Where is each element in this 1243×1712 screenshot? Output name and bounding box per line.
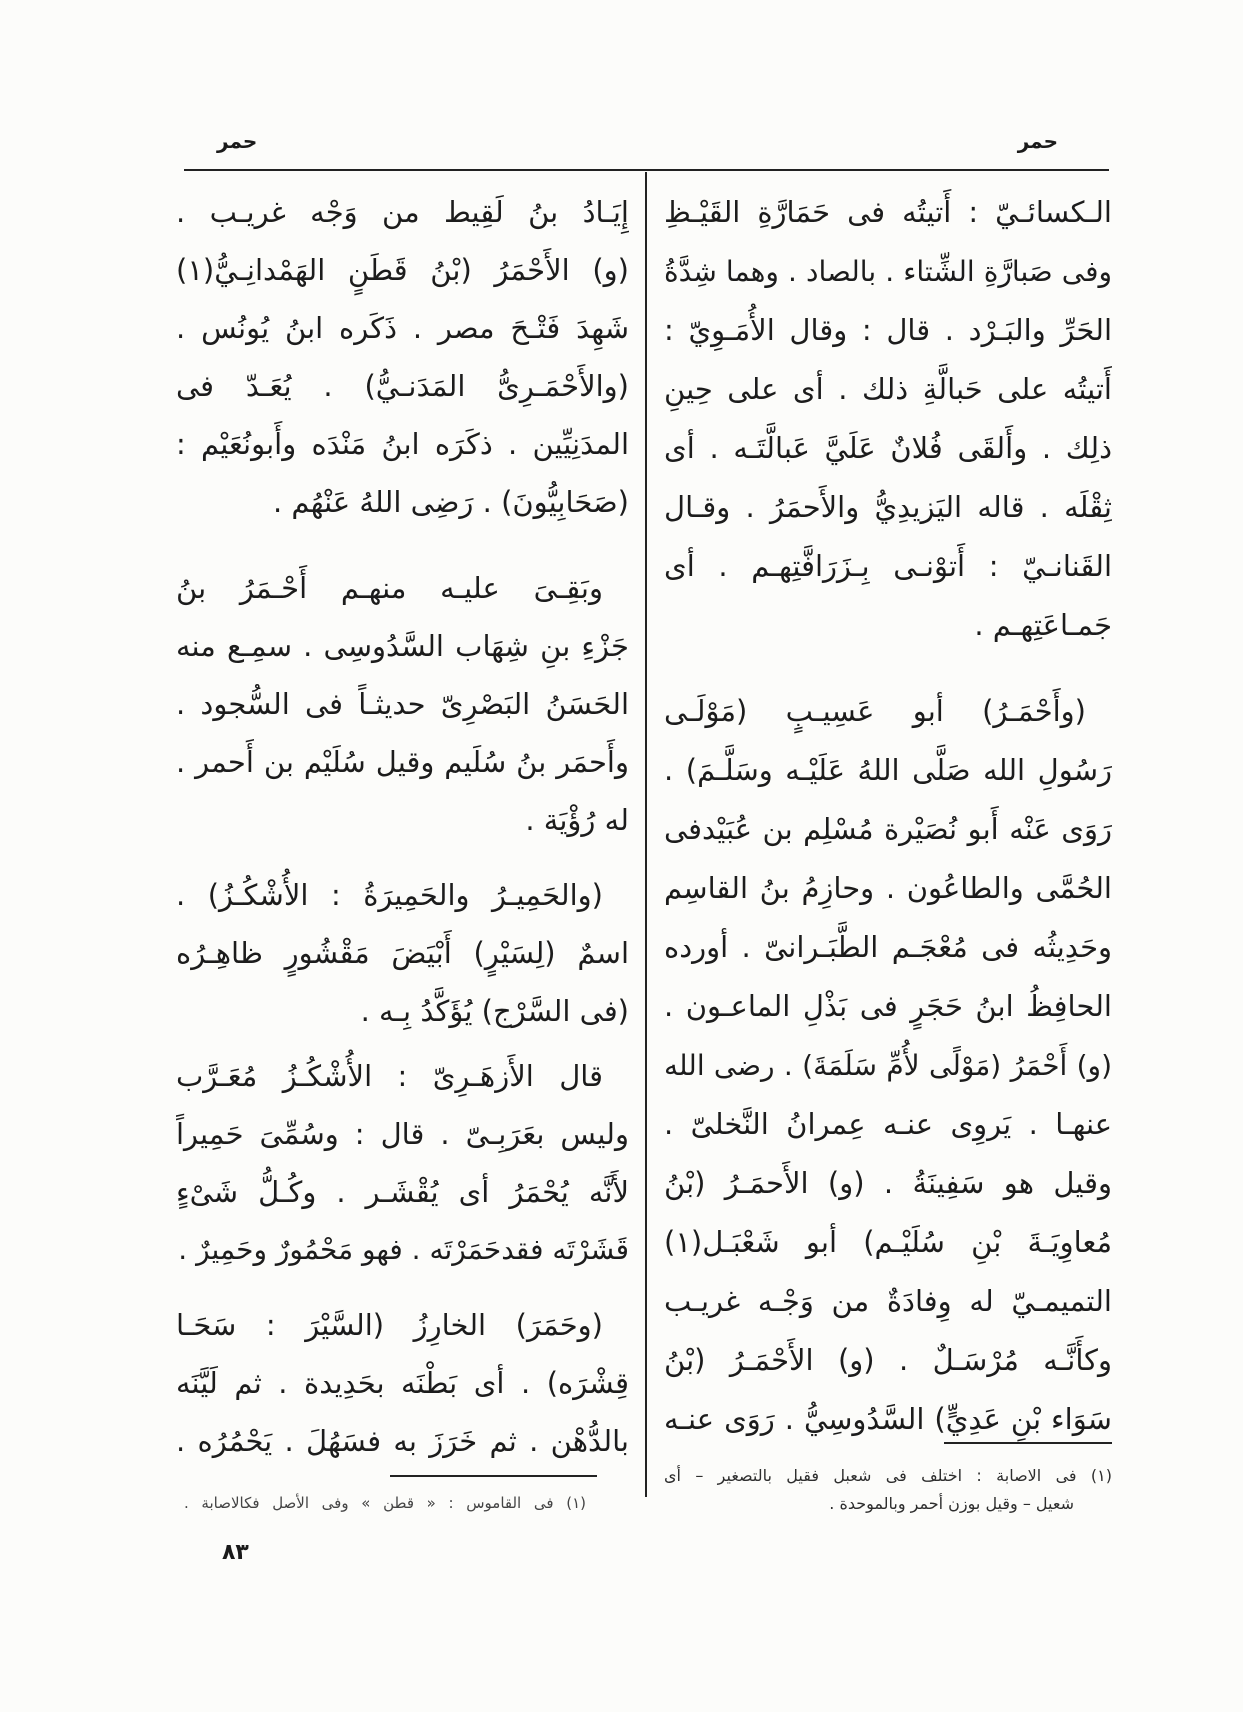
page-number: ٨٣: [222, 1540, 249, 1565]
text-line: القَنانـيّ : أَتوْنـى بِـزَرَافَّتِهـم . أى: [664, 549, 1112, 583]
footnote-left: [184, 1490, 586, 1516]
right-column: [664, 183, 1112, 1449]
text-line: أَتيتُه على حَبالَّةِ ذلك . أى على حِينِ: [664, 372, 1112, 406]
paragraph: [664, 682, 1112, 1449]
footnote-right: [664, 1462, 1112, 1518]
text-line: (و) أَحْمَرُ (مَوْلًى لأُمِّ سَلَمَةَ) . رضى الله: [664, 1049, 1112, 1082]
footnote-rule: [944, 1442, 1112, 1444]
text-line: رَسُولِ الله صَلَّى اللهُ عَلَيْـه وسَلَّـمَ) .: [664, 753, 1112, 787]
text-line: وكأَنَّـه مُرْسَـلٌ . (و) الأَحْمَـرُ (بْنُ: [664, 1343, 1112, 1377]
text-line: وليس بعَرَبِـىّ . قال : وسُمِّىَ حَمِيراً: [176, 1117, 629, 1151]
text-line: الحَسَنُ البَصْرِىّ حديثـاً فى السُّجود .: [176, 687, 629, 721]
text-line: لأَنَّه يُحْمَرُ أى يُقْشَـر . وكُـلُّ شَىْءٍ: [176, 1175, 629, 1209]
text-line: الحافِظُ ابنُ حَجَرٍ فى بَذْلِ الماعـون .: [664, 989, 1112, 1023]
text-line: وبَقِـىَ عليـه منهـم أَحْـمَرُ بنُ: [176, 571, 603, 605]
text-line: وفى صَبارَّةِ الشِّتاء . بالصاد . وهما شِدَّةُ: [664, 255, 1112, 288]
text-line: قَشَرْتَه فقدحَمَرْتَه . فهو مَحْمُورٌ وحَمِيرٌ .: [178, 1233, 629, 1266]
footnote-rule: [390, 1475, 597, 1477]
text-line: له رُؤْيَة .: [525, 803, 629, 837]
text-line: ذلِك . وأَلقَى فُلانٌ عَلَيَّ عَبالَّتَـه . أى: [664, 431, 1112, 465]
text-line: شَهِدَ فَتْـحَ مصر . ذَكَره ابنُ يُونُس .: [176, 311, 629, 345]
text-line: اسمٌ (لِسَيْرٍ) أَبْيَضَ مَقْشُورٍ ظاهِـرُه: [176, 936, 629, 970]
text-line: (و) الأَحْمَرُ (بْنُ قَطَنٍ الهَمْدانِـيُّ(١): [176, 253, 629, 287]
paragraph: [664, 183, 1112, 655]
text-line: بالدُّهْن . ثم خَرَزَ به فسَهُلَ . يَحْمُرُه .: [176, 1424, 629, 1458]
column-divider: [645, 172, 647, 1497]
header-rule: [184, 169, 1109, 171]
text-line: الـكسائـيّ : أَتيتُه فى حَمَارَّةِ القَيْـظِ: [664, 195, 1112, 229]
paragraph: [176, 1047, 629, 1279]
text-line: سَوَاء بْنِ عَدِيٍّ) السَّدُوسِيُّ . رَوَى عنـه: [664, 1402, 1112, 1436]
text-line: وأَحمَر بنُ سُلَيم وقيل سُلَيْم بن أَحمر .: [176, 745, 629, 779]
text-line: قال الأَزهَـرِىّ : الأُشْكُـزُ مُعَـرَّب: [176, 1059, 603, 1093]
paragraph: [176, 559, 629, 849]
text-line: (والأَحْمَـرِىُّ المَدَنـيُّ) . يُعَـدّ فى: [176, 369, 629, 403]
paragraph: [176, 183, 629, 531]
text-line: المدَنِيِّين . ذكَرَه ابنُ مَنْدَه وأَبونُعَيْم :: [176, 427, 629, 461]
text-line: رَوَى عَنْه أَبو نُصَيْرة مُسْلِم بن عُبَيْدفى: [664, 812, 1112, 846]
text-line: مُعاوِيَـةَ بْنِ سُلَيْـم) أبو شَعْبَـل(١): [664, 1225, 1112, 1259]
text-line: التميمـيّ له وِفادَةٌ من وَجْـه غريـب: [664, 1284, 1112, 1318]
running-head-right: حمر: [1017, 129, 1058, 153]
text-line: (وأَحْمَـرُ) أبو عَسِيـبٍ (مَوْلَـى: [664, 694, 1086, 728]
text-line: وقيل هو سَفِينَةُ . (و) الأَحمَـرُ (بْنُ: [664, 1166, 1112, 1200]
text-line: إِيَـادُ بنُ لَقِيط من وَجْه غريـب .: [176, 195, 629, 229]
footnote-line: (١) فى الاصابة : اختلف فى شعبل فقيل بالتصغير – أى: [664, 1466, 1112, 1485]
footnote-line: شعيل – وقيل بوزن أحمر وبالموحدة .: [829, 1494, 1074, 1513]
text-line: عنهـا . يَروِى عنـه عِمرانُ النَّخلىّ .: [664, 1107, 1112, 1141]
text-line: الحُمَّى والطاعُون . وحازِمُ بنُ القاسِم: [664, 871, 1112, 905]
text-line: (صَحَابِيُّونَ) . رَضِى اللهُ عَنْهُم .: [272, 485, 629, 519]
text-line: ثِقْلَه . قاله اليَزيدِيُّ والأَحمَرُ . وقـال: [664, 490, 1112, 524]
text-line: (فى السَّرْج) يُؤَكَّدُ بِـه .: [360, 994, 629, 1028]
text-line: جَزْءِ بنِ شِهَاب السَّدُوسِى . سمِـع منه: [176, 629, 629, 663]
paragraph: [176, 1296, 629, 1470]
text-line: جَمـاعَتِهـم .: [974, 608, 1112, 642]
paragraph: [176, 866, 629, 1040]
running-head-left: حمر: [217, 129, 258, 153]
text-line: قِشْرَه) . أى بَطْنَه بحَدِيدة . ثم لَيَّنَه: [176, 1366, 629, 1400]
text-line: وحَدِيثُه فى مُعْجَـم الطَّبَـرانىّ . أورده: [664, 930, 1112, 964]
text-line: (وحَمَرَ) الخارِزُ (السَّيْرَ : سَحَـا: [176, 1308, 603, 1342]
text-line: الحَرِّ والبَـرْد . قال : وقال الأُمَـوِيّ :: [664, 313, 1112, 347]
text-line: (والحَمِيـرُ والحَمِيرَةُ : الأُشْكُـزُ) .: [176, 878, 603, 912]
footnote-line: (١) فى القاموس : « قطن » وفى الأصل فكالاصابة .: [184, 1494, 586, 1512]
left-column: [176, 183, 629, 1470]
